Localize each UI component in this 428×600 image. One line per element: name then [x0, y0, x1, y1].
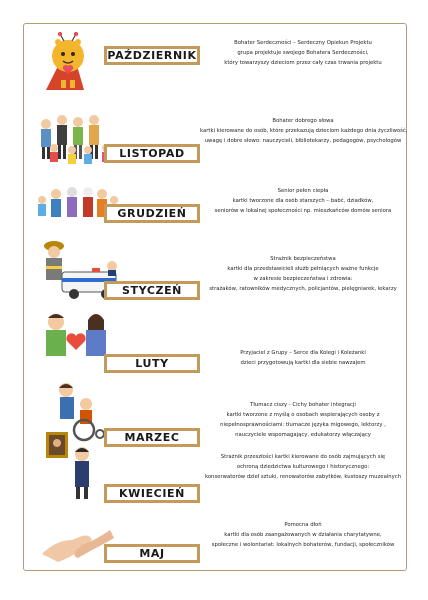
- month-description: [200, 452, 406, 482]
- description-line: Bohater Serdeczności – Serdeczny Opiekun Projektu: [234, 40, 372, 46]
- month-description: [200, 38, 406, 68]
- month-label: LUTY: [104, 354, 200, 373]
- description-line: seniorów w lokalnej społeczności np. mieszkańców domów seniora: [214, 208, 392, 214]
- month-row-maj: [24, 504, 406, 566]
- month-description: [200, 400, 406, 440]
- description-line: społeczne i wolontariat: lokalnych bohaterów, fundacji, społeczników: [211, 542, 395, 548]
- month-label: MARZEC: [104, 428, 200, 447]
- description-line: grupa projektuje swojego Bohatera Serdeczności,: [237, 50, 369, 56]
- month-row-luty: [24, 306, 406, 368]
- month-description: [200, 254, 406, 294]
- month-label: PAŹDZIERNIK: [104, 46, 200, 65]
- description-line: dzieci przygotowują kartki dla siebie nawzajem: [240, 360, 366, 366]
- description-line: kartki kierowane do osób, które przekazują dzieciom każdego dnia życzliwość,: [200, 128, 408, 134]
- description-line: strażaków, ratowników medycznych, policjantów, pielęgniarek, lekarzy: [209, 286, 397, 292]
- description-line: Przyjaciel z Grupy – Serce dla Kolegi i Koleżanki: [240, 350, 366, 356]
- description-line: Tłumacz ciszy - Cichy bohater integracji: [250, 402, 356, 408]
- month-row-styczen: [24, 236, 406, 306]
- month-label: STYCZEŃ: [104, 281, 200, 300]
- page-frame: [23, 23, 407, 571]
- description-line: konserwatorów dzieł sztuki, renowatorów zabytków, kustoszy muzealnych: [204, 474, 402, 480]
- month-row-listopad: [24, 110, 406, 172]
- description-line: Senior pełen ciepła: [277, 188, 329, 194]
- month-label: LISTOPAD: [104, 144, 200, 163]
- month-label: MAJ: [104, 544, 200, 563]
- description-line: kartki tworzone dla osób starszych – babć, dziadków,: [232, 198, 374, 204]
- description-line: kartki dla przedstawicieli służb pełniących ważne funkcje: [227, 266, 379, 272]
- month-description: [200, 348, 406, 368]
- description-line: nauczyciele wspomagający, edukatorzy włączający: [235, 432, 371, 438]
- month-row-grudzien: [24, 172, 406, 234]
- month-label: GRUDZIEŃ: [104, 204, 200, 223]
- description-line: Strażnik bezpieczeństwa: [270, 256, 336, 262]
- month-description: [200, 520, 406, 550]
- description-line: w zakresie bezpieczeństwa i zdrowia:: [253, 276, 353, 282]
- description-line: ochroną dziedzictwa kulturowego i historycznego:: [236, 464, 370, 470]
- description-line: niepełnosprawnościami: tłumacze języka migowego, lektorzy ,: [220, 422, 386, 428]
- description-line: który towarzyszy dzieciom przez cały czas trwania projektu: [224, 60, 382, 66]
- description-line: Pomocna dłoń: [284, 522, 322, 528]
- description-line: uwagę i dobre słowo: nauczycieli, bibliotekarzy, pedagogów, psychologów: [204, 138, 402, 144]
- description-line: kartki dla osób zaangażowanych w działania charytatywne,: [224, 532, 382, 538]
- description-line: kartki tworzone z myślą o osobach wspierających osoby z: [226, 412, 380, 418]
- description-line: Bohater dobrego słowa: [272, 118, 334, 124]
- month-row-kwiecien: [24, 444, 406, 506]
- month-label: KWIECIEŃ: [104, 484, 200, 503]
- month-description: [200, 116, 406, 146]
- month-description: [200, 186, 406, 216]
- description-line: Strażnik przeszłości kartki kierowane do osób zajmujących się: [220, 454, 386, 460]
- month-row-marzec: [24, 368, 406, 444]
- month-row-pazdziernik: [24, 32, 406, 94]
